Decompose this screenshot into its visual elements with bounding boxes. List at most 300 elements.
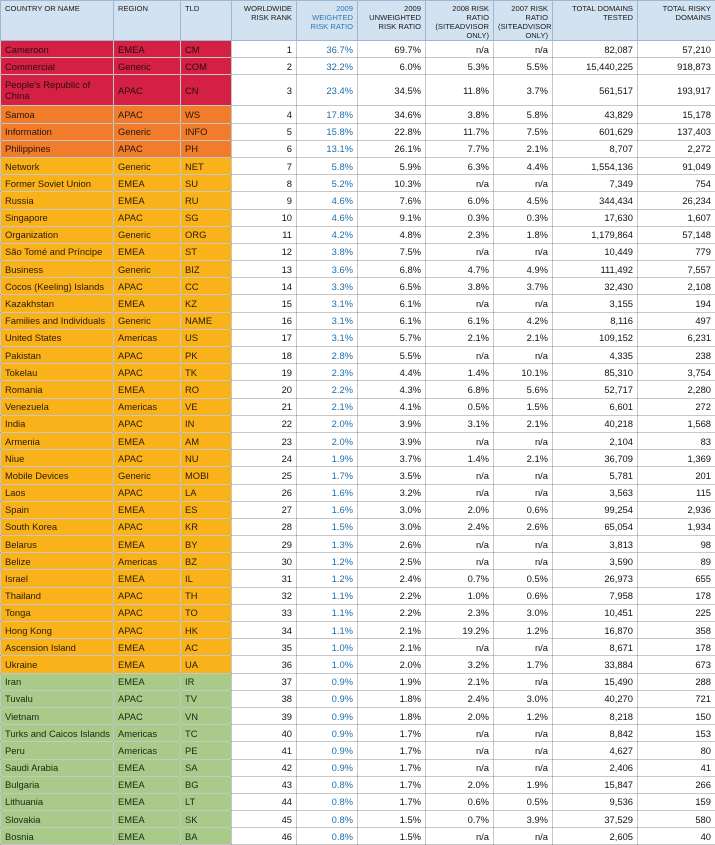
table-row	[1, 467, 715, 484]
cell-risky-domains: 238	[638, 347, 715, 364]
cell-country: Israel	[1, 570, 114, 587]
cell-rank: 34	[232, 622, 297, 639]
cell-rank: 22	[232, 415, 297, 432]
cell-ratio-2007: 1.9%	[494, 776, 553, 793]
cell-unweighted-2009: 69.7%	[358, 41, 426, 58]
cell-country: Venezuela	[1, 398, 114, 415]
cell-weighted-2009: 1.5%	[297, 518, 358, 535]
cell-region: APAC	[114, 209, 181, 226]
cell-tld: VE	[181, 398, 232, 415]
cell-unweighted-2009: 6.5%	[358, 278, 426, 295]
cell-ratio-2007: 1.5%	[494, 398, 553, 415]
table-row	[1, 75, 715, 106]
cell-ratio-2007: 5.5%	[494, 58, 553, 75]
cell-total-domains: 37,529	[553, 811, 638, 828]
cell-ratio-2007: 1.8%	[494, 226, 553, 243]
table-row	[1, 58, 715, 75]
table-row	[1, 553, 715, 570]
cell-rank: 42	[232, 759, 297, 776]
cell-total-domains: 26,973	[553, 570, 638, 587]
cell-ratio-2008: 2.1%	[426, 329, 494, 346]
cell-weighted-2009: 3.1%	[297, 312, 358, 329]
cell-weighted-2009: 0.8%	[297, 793, 358, 810]
table-row	[1, 381, 715, 398]
cell-region: Americas	[114, 553, 181, 570]
cell-total-domains: 7,958	[553, 587, 638, 604]
cell-unweighted-2009: 5.7%	[358, 329, 426, 346]
cell-rank: 28	[232, 518, 297, 535]
cell-risky-domains: 89	[638, 553, 715, 570]
cell-unweighted-2009: 3.9%	[358, 415, 426, 432]
cell-tld: COM	[181, 58, 232, 75]
cell-country: São Tomé and Príncipe	[1, 243, 114, 260]
cell-unweighted-2009: 2.1%	[358, 622, 426, 639]
cell-ratio-2007: n/a	[494, 175, 553, 192]
cell-weighted-2009: 2.1%	[297, 398, 358, 415]
table-row	[1, 261, 715, 278]
table-row	[1, 742, 715, 759]
cell-rank: 14	[232, 278, 297, 295]
cell-rank: 40	[232, 725, 297, 742]
cell-total-domains: 3,155	[553, 295, 638, 312]
cell-rank: 3	[232, 75, 297, 106]
cell-risky-domains: 7,557	[638, 261, 715, 278]
cell-ratio-2007: n/a	[494, 432, 553, 449]
cell-ratio-2008: 3.8%	[426, 106, 494, 123]
cell-rank: 1	[232, 41, 297, 58]
cell-total-domains: 111,492	[553, 261, 638, 278]
cell-ratio-2008: 1.4%	[426, 364, 494, 381]
cell-weighted-2009: 0.9%	[297, 742, 358, 759]
cell-weighted-2009: 5.2%	[297, 175, 358, 192]
cell-rank: 13	[232, 261, 297, 278]
cell-weighted-2009: 13.1%	[297, 140, 358, 157]
cell-ratio-2007: 1.2%	[494, 622, 553, 639]
cell-risky-domains: 137,403	[638, 123, 715, 140]
cell-tld: UA	[181, 656, 232, 673]
cell-region: Generic	[114, 58, 181, 75]
cell-ratio-2008: n/a	[426, 639, 494, 656]
cell-weighted-2009: 4.2%	[297, 226, 358, 243]
cell-weighted-2009: 32.2%	[297, 58, 358, 75]
cell-rank: 35	[232, 639, 297, 656]
cell-country: United States	[1, 329, 114, 346]
cell-country: Hong Kong	[1, 622, 114, 639]
cell-weighted-2009: 2.0%	[297, 415, 358, 432]
cell-country: Belarus	[1, 536, 114, 553]
cell-tld: WS	[181, 106, 232, 123]
cell-country: Ascension Island	[1, 639, 114, 656]
cell-ratio-2007: 4.2%	[494, 312, 553, 329]
cell-country: Tuvalu	[1, 690, 114, 707]
cell-region: APAC	[114, 75, 181, 106]
cell-rank: 27	[232, 501, 297, 518]
cell-country: Slovakia	[1, 811, 114, 828]
table-row	[1, 175, 715, 192]
cell-rank: 10	[232, 209, 297, 226]
cell-ratio-2007: n/a	[494, 828, 553, 845]
cell-rank: 11	[232, 226, 297, 243]
cell-ratio-2007: n/a	[494, 639, 553, 656]
cell-tld: BY	[181, 536, 232, 553]
table-row	[1, 707, 715, 724]
cell-ratio-2008: 1.4%	[426, 450, 494, 467]
cell-region: APAC	[114, 484, 181, 501]
cell-country: Laos	[1, 484, 114, 501]
cell-tld: ORG	[181, 226, 232, 243]
cell-ratio-2008: 6.3%	[426, 157, 494, 174]
cell-ratio-2008: 3.1%	[426, 415, 494, 432]
cell-rank: 26	[232, 484, 297, 501]
cell-ratio-2007: n/a	[494, 759, 553, 776]
table-row	[1, 536, 715, 553]
table-row	[1, 828, 715, 845]
table-row	[1, 278, 715, 295]
cell-rank: 9	[232, 192, 297, 209]
cell-region: APAC	[114, 707, 181, 724]
cell-tld: CC	[181, 278, 232, 295]
cell-unweighted-2009: 3.5%	[358, 467, 426, 484]
cell-tld: KZ	[181, 295, 232, 312]
cell-risky-domains: 41	[638, 759, 715, 776]
cell-risky-domains: 288	[638, 673, 715, 690]
cell-weighted-2009: 1.2%	[297, 553, 358, 570]
cell-total-domains: 15,440,225	[553, 58, 638, 75]
table-row	[1, 501, 715, 518]
cell-country: Business	[1, 261, 114, 278]
cell-unweighted-2009: 1.7%	[358, 793, 426, 810]
cell-unweighted-2009: 4.4%	[358, 364, 426, 381]
cell-total-domains: 3,563	[553, 484, 638, 501]
cell-country: Belize	[1, 553, 114, 570]
cell-ratio-2008: n/a	[426, 742, 494, 759]
table-row	[1, 587, 715, 604]
table-row	[1, 776, 715, 793]
cell-rank: 21	[232, 398, 297, 415]
cell-ratio-2007: n/a	[494, 536, 553, 553]
cell-total-domains: 8,707	[553, 140, 638, 157]
cell-ratio-2007: 10.1%	[494, 364, 553, 381]
cell-tld: INFO	[181, 123, 232, 140]
cell-ratio-2008: 19.2%	[426, 622, 494, 639]
table-row	[1, 604, 715, 621]
cell-ratio-2007: 3.9%	[494, 811, 553, 828]
cell-country: Spain	[1, 501, 114, 518]
cell-risky-domains: 721	[638, 690, 715, 707]
cell-weighted-2009: 1.1%	[297, 604, 358, 621]
cell-ratio-2008: 6.0%	[426, 192, 494, 209]
cell-weighted-2009: 2.0%	[297, 432, 358, 449]
table-row	[1, 41, 715, 58]
cell-total-domains: 8,671	[553, 639, 638, 656]
cell-country: Mobile Devices	[1, 467, 114, 484]
cell-rank: 45	[232, 811, 297, 828]
cell-risky-domains: 153	[638, 725, 715, 742]
cell-risky-domains: 272	[638, 398, 715, 415]
table-row	[1, 759, 715, 776]
cell-ratio-2008: 11.7%	[426, 123, 494, 140]
cell-risky-domains: 80	[638, 742, 715, 759]
cell-unweighted-2009: 1.5%	[358, 811, 426, 828]
cell-region: APAC	[114, 364, 181, 381]
cell-ratio-2008: 2.4%	[426, 690, 494, 707]
cell-unweighted-2009: 1.7%	[358, 776, 426, 793]
cell-ratio-2007: 3.0%	[494, 604, 553, 621]
cell-rank: 23	[232, 432, 297, 449]
cell-country: South Korea	[1, 518, 114, 535]
cell-rank: 16	[232, 312, 297, 329]
cell-ratio-2008: n/a	[426, 432, 494, 449]
cell-ratio-2008: 0.7%	[426, 811, 494, 828]
table-row	[1, 725, 715, 742]
cell-region: EMEA	[114, 673, 181, 690]
cell-unweighted-2009: 7.5%	[358, 243, 426, 260]
cell-weighted-2009: 1.7%	[297, 467, 358, 484]
header-weighted-2009: 2009 WEIGHTED RISK RATIO	[297, 1, 358, 41]
cell-total-domains: 2,406	[553, 759, 638, 776]
cell-total-domains: 8,116	[553, 312, 638, 329]
cell-weighted-2009: 36.7%	[297, 41, 358, 58]
cell-total-domains: 99,254	[553, 501, 638, 518]
header-risky-domains: TOTAL RISKY DOMAINS	[638, 1, 715, 41]
header-rank: WORLDWIDE RISK RANK	[232, 1, 297, 41]
cell-tld: MOBI	[181, 467, 232, 484]
cell-total-domains: 32,430	[553, 278, 638, 295]
cell-risky-domains: 266	[638, 776, 715, 793]
cell-risky-domains: 358	[638, 622, 715, 639]
cell-rank: 6	[232, 140, 297, 157]
cell-country: Pakistan	[1, 347, 114, 364]
cell-ratio-2007: 2.1%	[494, 329, 553, 346]
cell-weighted-2009: 23.4%	[297, 75, 358, 106]
cell-tld: CN	[181, 75, 232, 106]
cell-total-domains: 3,813	[553, 536, 638, 553]
cell-region: EMEA	[114, 570, 181, 587]
cell-risky-domains: 98	[638, 536, 715, 553]
cell-unweighted-2009: 4.8%	[358, 226, 426, 243]
cell-ratio-2008: 2.0%	[426, 776, 494, 793]
cell-unweighted-2009: 5.5%	[358, 347, 426, 364]
cell-total-domains: 6,601	[553, 398, 638, 415]
cell-ratio-2008: 0.5%	[426, 398, 494, 415]
cell-country: Commercial	[1, 58, 114, 75]
cell-ratio-2008: n/a	[426, 725, 494, 742]
cell-risky-domains: 15,178	[638, 106, 715, 123]
cell-rank: 37	[232, 673, 297, 690]
cell-risky-domains: 779	[638, 243, 715, 260]
cell-region: EMEA	[114, 501, 181, 518]
header-total-domains: TOTAL DOMAINS TESTED	[553, 1, 638, 41]
cell-ratio-2007: n/a	[494, 295, 553, 312]
cell-unweighted-2009: 6.1%	[358, 295, 426, 312]
cell-rank: 41	[232, 742, 297, 759]
cell-total-domains: 52,717	[553, 381, 638, 398]
cell-region: Generic	[114, 312, 181, 329]
cell-weighted-2009: 17.8%	[297, 106, 358, 123]
cell-risky-domains: 91,049	[638, 157, 715, 174]
table-row	[1, 157, 715, 174]
header-ratio-2007: 2007 RISK RATIO (SITEADVISOR ONLY)	[494, 1, 553, 41]
cell-ratio-2008: 3.8%	[426, 278, 494, 295]
cell-weighted-2009: 0.8%	[297, 828, 358, 845]
cell-total-domains: 17,630	[553, 209, 638, 226]
cell-country: Romania	[1, 381, 114, 398]
cell-ratio-2008: n/a	[426, 175, 494, 192]
cell-risky-domains: 83	[638, 432, 715, 449]
cell-ratio-2007: 2.1%	[494, 450, 553, 467]
cell-unweighted-2009: 9.1%	[358, 209, 426, 226]
cell-risky-domains: 57,210	[638, 41, 715, 58]
cell-ratio-2008: n/a	[426, 759, 494, 776]
cell-country: Turks and Caicos Islands	[1, 725, 114, 742]
cell-rank: 32	[232, 587, 297, 604]
cell-ratio-2007: 0.3%	[494, 209, 553, 226]
cell-country: People's Republic of China	[1, 75, 114, 106]
cell-total-domains: 109,152	[553, 329, 638, 346]
cell-rank: 46	[232, 828, 297, 845]
cell-region: Generic	[114, 467, 181, 484]
cell-unweighted-2009: 5.9%	[358, 157, 426, 174]
cell-tld: TO	[181, 604, 232, 621]
cell-unweighted-2009: 34.5%	[358, 75, 426, 106]
cell-risky-domains: 655	[638, 570, 715, 587]
cell-tld: KR	[181, 518, 232, 535]
cell-tld: US	[181, 329, 232, 346]
cell-country: Russia	[1, 192, 114, 209]
cell-total-domains: 561,517	[553, 75, 638, 106]
cell-country: Singapore	[1, 209, 114, 226]
cell-region: APAC	[114, 622, 181, 639]
cell-ratio-2008: n/a	[426, 536, 494, 553]
cell-tld: TH	[181, 587, 232, 604]
cell-total-domains: 36,709	[553, 450, 638, 467]
cell-country: Former Soviet Union	[1, 175, 114, 192]
cell-rank: 36	[232, 656, 297, 673]
cell-total-domains: 7,349	[553, 175, 638, 192]
cell-weighted-2009: 3.3%	[297, 278, 358, 295]
cell-weighted-2009: 0.9%	[297, 673, 358, 690]
table-row	[1, 140, 715, 157]
table-row	[1, 312, 715, 329]
cell-region: EMEA	[114, 175, 181, 192]
cell-rank: 4	[232, 106, 297, 123]
cell-region: EMEA	[114, 381, 181, 398]
cell-rank: 7	[232, 157, 297, 174]
cell-ratio-2008: n/a	[426, 243, 494, 260]
cell-risky-domains: 1,607	[638, 209, 715, 226]
table-row	[1, 656, 715, 673]
cell-ratio-2008: 1.0%	[426, 587, 494, 604]
cell-region: EMEA	[114, 432, 181, 449]
cell-tld: SK	[181, 811, 232, 828]
cell-unweighted-2009: 2.1%	[358, 639, 426, 656]
cell-ratio-2008: 6.8%	[426, 381, 494, 398]
cell-ratio-2008: 2.3%	[426, 604, 494, 621]
cell-region: EMEA	[114, 811, 181, 828]
cell-unweighted-2009: 3.0%	[358, 501, 426, 518]
cell-ratio-2007: 0.6%	[494, 587, 553, 604]
header-row	[1, 1, 715, 41]
cell-country: Tokelau	[1, 364, 114, 381]
cell-total-domains: 3,590	[553, 553, 638, 570]
cell-unweighted-2009: 2.5%	[358, 553, 426, 570]
cell-ratio-2007: 4.9%	[494, 261, 553, 278]
cell-ratio-2007: n/a	[494, 467, 553, 484]
cell-unweighted-2009: 2.2%	[358, 604, 426, 621]
cell-risky-domains: 673	[638, 656, 715, 673]
cell-risky-domains: 1,369	[638, 450, 715, 467]
cell-region: EMEA	[114, 828, 181, 845]
cell-weighted-2009: 3.6%	[297, 261, 358, 278]
cell-tld: NET	[181, 157, 232, 174]
cell-region: EMEA	[114, 295, 181, 312]
cell-region: APAC	[114, 587, 181, 604]
cell-total-domains: 10,449	[553, 243, 638, 260]
cell-country: Families and Individuals	[1, 312, 114, 329]
cell-tld: IL	[181, 570, 232, 587]
cell-region: EMEA	[114, 243, 181, 260]
cell-ratio-2007: 4.5%	[494, 192, 553, 209]
cell-rank: 31	[232, 570, 297, 587]
cell-unweighted-2009: 2.4%	[358, 570, 426, 587]
cell-rank: 5	[232, 123, 297, 140]
cell-weighted-2009: 1.0%	[297, 656, 358, 673]
cell-region: EMEA	[114, 192, 181, 209]
cell-region: EMEA	[114, 793, 181, 810]
cell-ratio-2008: 6.1%	[426, 312, 494, 329]
cell-risky-domains: 178	[638, 639, 715, 656]
cell-country: Network	[1, 157, 114, 174]
cell-unweighted-2009: 22.8%	[358, 123, 426, 140]
cell-total-domains: 85,310	[553, 364, 638, 381]
cell-rank: 2	[232, 58, 297, 75]
cell-region: APAC	[114, 415, 181, 432]
cell-unweighted-2009: 1.8%	[358, 690, 426, 707]
cell-region: APAC	[114, 690, 181, 707]
cell-weighted-2009: 2.8%	[297, 347, 358, 364]
table-row	[1, 329, 715, 346]
cell-weighted-2009: 1.0%	[297, 639, 358, 656]
cell-ratio-2007: 5.8%	[494, 106, 553, 123]
cell-region: Americas	[114, 398, 181, 415]
cell-unweighted-2009: 1.5%	[358, 828, 426, 845]
cell-total-domains: 4,335	[553, 347, 638, 364]
cell-risky-domains: 2,108	[638, 278, 715, 295]
cell-ratio-2008: 7.7%	[426, 140, 494, 157]
cell-ratio-2007: 7.5%	[494, 123, 553, 140]
cell-risky-domains: 580	[638, 811, 715, 828]
cell-tld: RO	[181, 381, 232, 398]
cell-tld: IN	[181, 415, 232, 432]
header-region: REGION	[114, 1, 181, 41]
cell-ratio-2007: 4.4%	[494, 157, 553, 174]
header-ratio-2008: 2008 RISK RATIO (SITEADVISOR ONLY)	[426, 1, 494, 41]
table-body	[1, 41, 715, 845]
cell-country: Saudi Arabia	[1, 759, 114, 776]
cell-rank: 39	[232, 707, 297, 724]
cell-weighted-2009: 1.6%	[297, 484, 358, 501]
cell-unweighted-2009: 7.6%	[358, 192, 426, 209]
cell-region: APAC	[114, 278, 181, 295]
cell-weighted-2009: 0.9%	[297, 725, 358, 742]
cell-ratio-2008: 2.3%	[426, 226, 494, 243]
cell-ratio-2007: 2.1%	[494, 140, 553, 157]
cell-ratio-2007: n/a	[494, 347, 553, 364]
cell-tld: SG	[181, 209, 232, 226]
cell-ratio-2008: 3.2%	[426, 656, 494, 673]
cell-ratio-2008: 2.0%	[426, 501, 494, 518]
cell-region: EMEA	[114, 536, 181, 553]
